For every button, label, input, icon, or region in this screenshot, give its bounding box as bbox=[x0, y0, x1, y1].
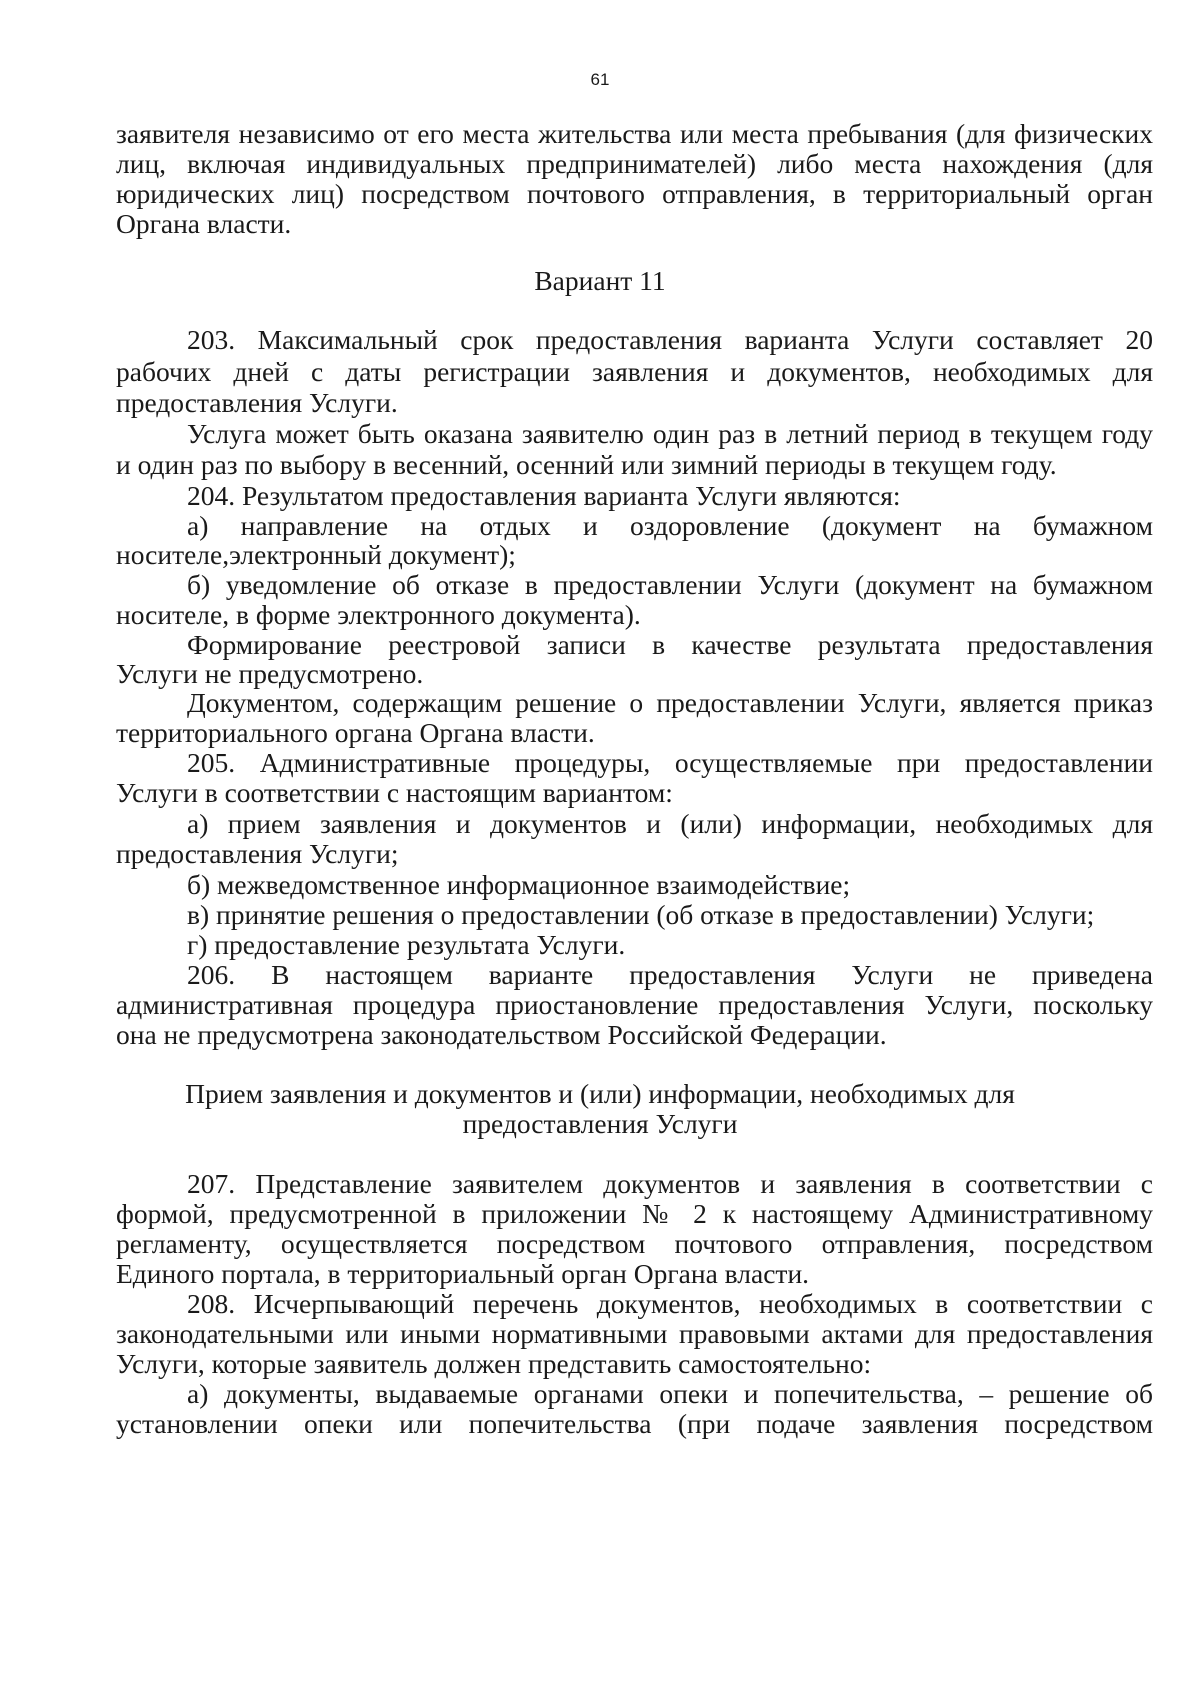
text-line: б) межведомственное информационное взаимодействие; bbox=[187, 869, 851, 900]
text-line: формой, предусмотренной в приложении № 2 к настоящему Административному bbox=[116, 1198, 1153, 1229]
text-line: 207. Представление заявителем документов и заявления в соответствии с bbox=[187, 1168, 1153, 1199]
text-line: г) предоставление результата Услуги. bbox=[187, 929, 626, 960]
text-line: носителе,электронный документ); bbox=[116, 539, 516, 570]
page-number: 61 bbox=[590, 70, 610, 89]
text-line: административная процедура приостановление предоставления Услуги, поскольку bbox=[116, 989, 1153, 1020]
text-line: заявителя независимо от его места жительства или места пребывания (для физических bbox=[116, 118, 1153, 149]
text-line: 204. Результатом предоставления варианта Услуги являются: bbox=[187, 480, 901, 511]
section-heading: Вариант 11 bbox=[534, 265, 666, 296]
text-line: а) направление на отдых и оздоровление (документ на бумажном bbox=[187, 510, 1153, 541]
text-line: а) документы, выдаваемые органами опеки и попечительства, – решение об bbox=[187, 1378, 1153, 1409]
text-line: носителе, в форме электронного документа). bbox=[116, 599, 641, 630]
text-line: 205. Административные процедуры, осуществляемые при предоставлении bbox=[187, 747, 1153, 778]
text-line: Формирование реестровой записи в качестве результата предоставления bbox=[187, 629, 1153, 660]
text-line: Услуги, которые заявитель должен представить самостоятельно: bbox=[116, 1348, 872, 1379]
section-heading: предоставления Услуги bbox=[462, 1108, 738, 1139]
text-line: законодательными или иными нормативными правовыми актами для предоставления bbox=[116, 1318, 1153, 1349]
section-heading: Прием заявления и документов и (или) информации, необходимых для bbox=[185, 1078, 1015, 1109]
text-line: рабочих дней с даты регистрации заявления и документов, необходимых для bbox=[116, 356, 1153, 387]
text-line: Услуги в соответствии с настоящим вариантом: bbox=[116, 777, 673, 808]
text-line: Документом, содержащим решение о предоставлении Услуги, является приказ bbox=[187, 687, 1153, 718]
text-line: установлении опеки или попечительства (при подаче заявления посредством bbox=[116, 1408, 1153, 1439]
text-line: территориального органа Органа власти. bbox=[116, 717, 595, 748]
text-line: юридических лиц) посредством почтового отправления, в территориальный орган bbox=[116, 178, 1153, 209]
text-line: предоставления Услуги; bbox=[116, 838, 399, 869]
text-line: Услуга может быть оказана заявителю один раз в летний период в текущем году bbox=[187, 418, 1153, 449]
text-line: б) уведомление об отказе в предоставлении Услуги (документ на бумажном bbox=[187, 569, 1153, 600]
text-line: регламенту, осуществляется посредством почтового отправления, посредством bbox=[116, 1228, 1153, 1259]
text-line: 208. Исчерпывающий перечень документов, необходимых в соответствии с bbox=[187, 1288, 1153, 1319]
text-line: Органа власти. bbox=[116, 208, 292, 239]
text-line: Единого портала, в территориальный орган Органа власти. bbox=[116, 1258, 810, 1289]
text-line: лиц, включая индивидуальных предпринимателей) либо места нахождения (для bbox=[116, 148, 1153, 179]
text-line: и один раз по выбору в весенний, осенний или зимний периоды в текущем году. bbox=[116, 449, 1057, 480]
text-line: предоставления Услуги. bbox=[116, 387, 398, 418]
text-line: она не предусмотрена законодательством Российской Федерации. bbox=[116, 1019, 887, 1050]
text-line: 206. В настоящем варианте предоставления Услуги не приведена bbox=[187, 959, 1153, 990]
text-line: а) прием заявления и документов и (или) информации, необходимых для bbox=[187, 808, 1153, 839]
text-line: 203. Максимальный срок предоставления варианта Услуги составляет 20 bbox=[187, 324, 1153, 355]
text-line: Услуги не предусмотрено. bbox=[116, 658, 424, 689]
text-line: в) принятие решения о предоставлении (об отказе в предоставлении) Услуги; bbox=[187, 899, 1095, 930]
